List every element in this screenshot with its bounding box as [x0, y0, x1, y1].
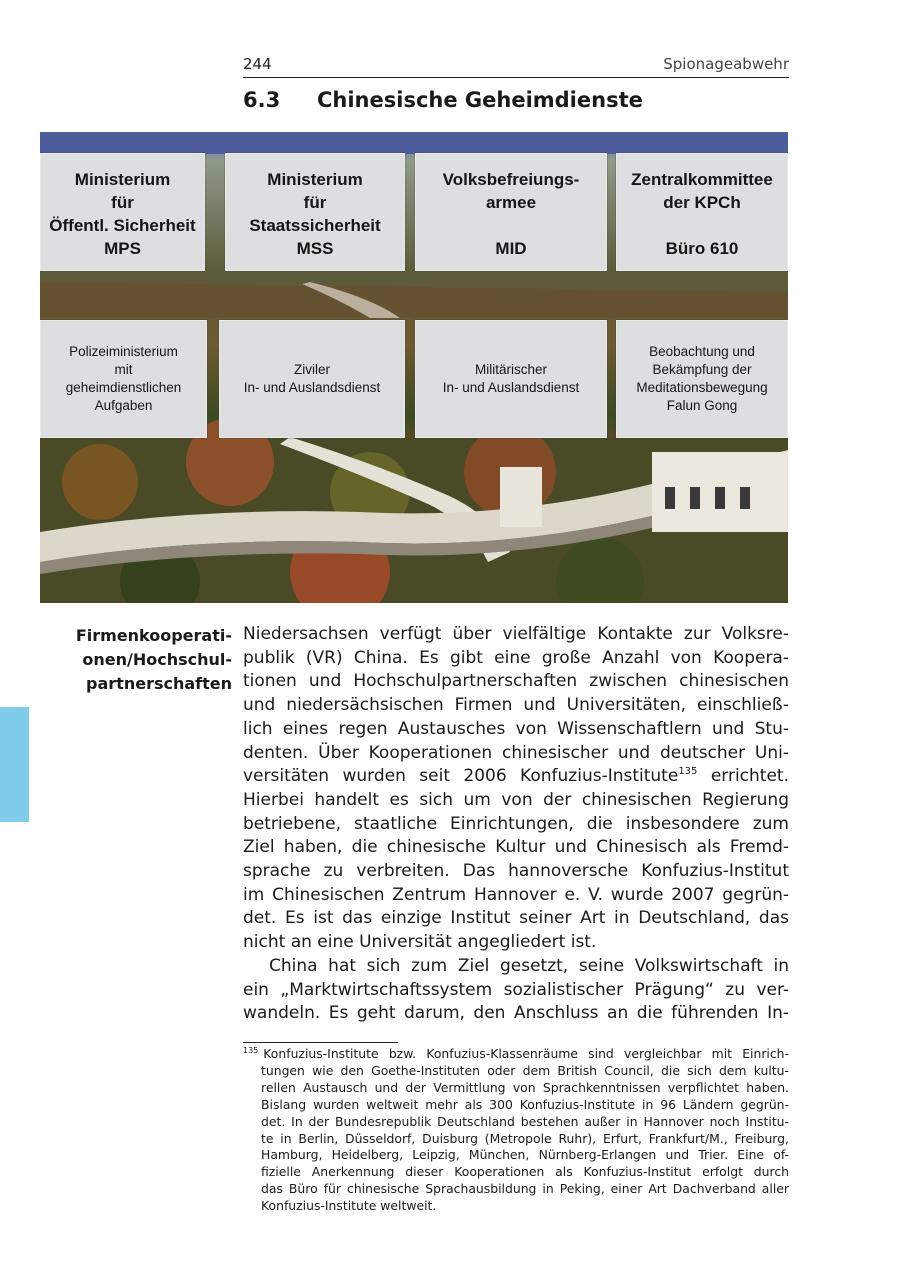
- body-line: det. Es ist das einzige Institut seiner Art in Deutschland, das: [243, 908, 789, 929]
- box-mid-line: Volksbefreiungs-: [442, 170, 580, 189]
- section-title: [243, 88, 643, 112]
- box-mss-line: für: [303, 193, 327, 212]
- box-falun-line: Bekämpfung der: [652, 362, 752, 377]
- body-line: ein „Marktwirtschaftssystem sozialistischer Prägung“ zu ver-: [243, 979, 789, 1000]
- footnote-line: Hamburg, Heidelberg, Leipzig, München, Nürnberg-Erlangen und Trier. Eine of-: [261, 1147, 789, 1163]
- body-line: publik (VR) China. Es gibt eine große Anzahl von Koopera-: [243, 647, 789, 668]
- section-number: 6.3: [243, 88, 281, 112]
- body-text: [243, 623, 789, 1026]
- footnote-line: Konfuzius-Institute weltweit.: [261, 1198, 437, 1214]
- footnote-line: [243, 1046, 789, 1063]
- box-falun-line: Falun Gong: [666, 398, 738, 413]
- footnote-line: das Büro für chinesische Sprachausbildung in Peking, einer Art Dachverband aller: [261, 1181, 789, 1197]
- body-line: nicht an eine Universität angegliedert ist.: [243, 932, 597, 953]
- footnote-line: tungen wie den Goethe-Instituten oder dem British Council, die sich dem kultu-: [261, 1062, 789, 1078]
- footnote-line: det. In der Bundesrepublik Deutschland bestehen außer in Hannover noch Institu-: [261, 1113, 789, 1129]
- box-mid-line: MID: [495, 239, 527, 258]
- box-polizei-line: mit: [114, 362, 133, 377]
- margin-note-line: onen/Hochschul-: [82, 650, 232, 669]
- body-line: Niedersachsen verfügt über vielfältige Kontakte zur Volksre-: [243, 624, 789, 644]
- body-line: Hierbei handelt es sich um von der chinesischen Regierung: [243, 789, 789, 810]
- box-falun-line: Meditationsbewegung: [636, 380, 768, 395]
- footnote-135: [243, 1046, 789, 1215]
- body-line-with-footnote: [243, 765, 789, 789]
- body-line: lich eines regen Austausches von Wissenschaftlern und Stu-: [243, 718, 789, 739]
- box-mps: [40, 153, 205, 271]
- box-buero-610-line: Zentralkommittee: [631, 170, 773, 189]
- box-buero-610-line: Büro 610: [665, 239, 739, 258]
- body-line-suffix: errichtet.: [697, 766, 789, 787]
- body-line: betriebene, staatliche Einrichtungen, die insbesondere zum: [243, 813, 789, 834]
- body-line: wandeln. Es geht darum, den Anschluss an die führenden In-: [243, 1003, 789, 1024]
- box-buero-610: [616, 153, 788, 271]
- footnote-reference[interactable]: 135: [678, 766, 698, 778]
- box-mss-line: Ministerium: [267, 170, 363, 189]
- body-line: tionen und Hochschulpartnerschaften zwischen chinesischen: [243, 671, 789, 692]
- page-header: [243, 53, 789, 78]
- box-ziviler-line: Ziviler: [294, 362, 330, 377]
- box-falun-gong: [616, 320, 788, 438]
- footnote-line-text: Konfuzius-Institute bzw. Konfuzius-Klassenräume sind vergleichbar mit Einrich-: [263, 1046, 789, 1061]
- body-line: China hat sich zum Ziel gesetzt, seine Volkswirtschaft in: [269, 955, 789, 976]
- body-line: im Chinesischen Zentrum Hannover e. V. wurde 2007 gegrün-: [243, 884, 789, 905]
- section-heading: Chinesische Geheimdienste: [317, 88, 643, 112]
- body-line: denten. Über Kooperationen chinesischer und deutscher Uni-: [243, 742, 789, 763]
- organigram-figure: [40, 132, 788, 603]
- box-mss: [225, 153, 405, 271]
- box-mps-line: MPS: [104, 239, 141, 258]
- box-mps-line: für: [111, 193, 134, 212]
- margin-note-line: Firmenkooperati-: [75, 626, 232, 645]
- box-militaer-line: Militärischer: [474, 362, 547, 377]
- box-falun-line: Beobachtung und: [649, 344, 755, 359]
- box-mss-line: MSS: [296, 239, 334, 258]
- box-buero-610-line: der KPCh: [663, 193, 741, 212]
- footnote-separator: [243, 1042, 398, 1043]
- box-mps-line: Öffentl. Sicherheit: [49, 216, 196, 235]
- box-polizeiministerium: [40, 320, 207, 438]
- box-ziviler-line: In- und Auslandsdienst: [243, 380, 381, 395]
- body-line: und niedersächsischen Firmen und Universitäten, einschließ-: [243, 695, 789, 716]
- footnote-line: te in Berlin, Düsseldorf, Duisburg (Metropole Ruhr), Erfurt, Frankfurt/M., Freiburg,: [261, 1130, 789, 1146]
- box-polizei-line: geheimdienstlichen: [65, 380, 182, 395]
- box-militaerischer-dienst: [415, 320, 607, 438]
- page-number: 244: [243, 55, 272, 73]
- box-polizei-line: Polizeiministerium: [69, 344, 178, 359]
- box-polizei-line: Aufgaben: [94, 398, 153, 413]
- margin-note-line: partnerschaften: [86, 674, 232, 693]
- box-mss-line: Staatssicherheit: [249, 216, 381, 235]
- box-mid: [415, 153, 607, 271]
- box-ziviler-dienst: [219, 320, 405, 438]
- body-line: sprache zu verbreiten. Das hannoversche Konfuzius-Institut: [243, 861, 789, 882]
- box-militaer-line: In- und Auslandsdienst: [442, 380, 580, 395]
- body-line: Ziel haben, die chinesische Kultur und Chinesisch als Fremd-: [243, 837, 789, 858]
- box-mid-line: armee: [485, 193, 537, 212]
- chapter-thumb-tab: [0, 707, 29, 822]
- footnote-line: Bislang wurden weltweit mehr als 300 Konfuzius-Institute in 96 Ländern gegrün-: [261, 1096, 789, 1112]
- margin-note: [40, 624, 232, 696]
- running-title: Spionageabwehr: [663, 55, 789, 73]
- footnote-marker: 135: [243, 1046, 259, 1055]
- box-mps-line: Ministerium: [74, 170, 171, 189]
- body-line-text: versitäten wurden seit 2006 Konfuzius-Institute: [243, 766, 679, 787]
- footnote-line: fizielle Anerkennung dieser Kooperationen als Konfuzius-Institut erfolgt durch: [261, 1164, 789, 1180]
- footnote-line: rellen Austausch und der Vermittlung von Sprachkenntnissen verpflichtet haben.: [261, 1079, 789, 1095]
